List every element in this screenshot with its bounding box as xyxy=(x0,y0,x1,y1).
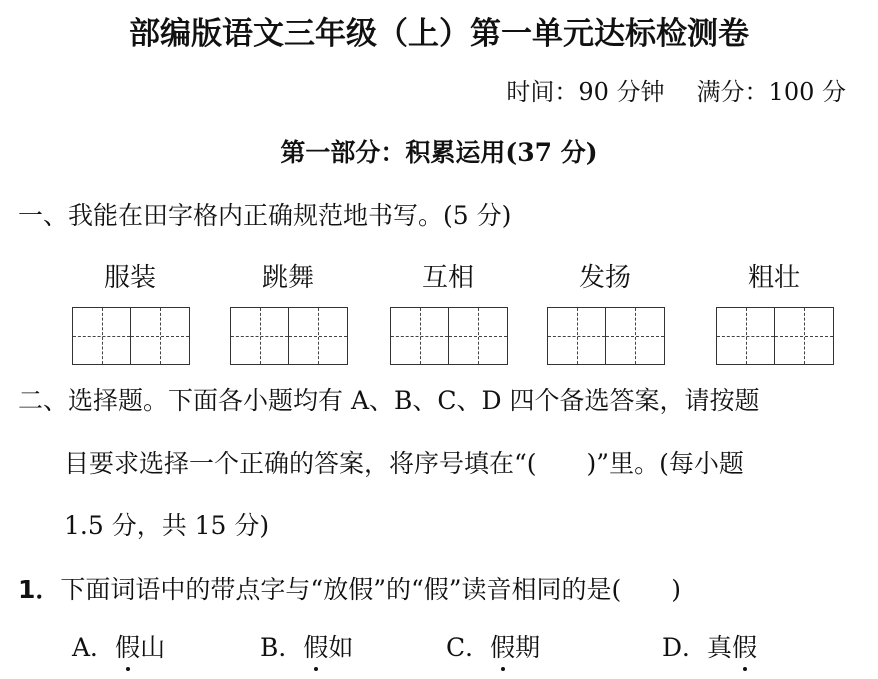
item-1 xyxy=(18,570,681,606)
option-letter: A． xyxy=(72,633,116,662)
option-letter: B． xyxy=(260,633,304,662)
option-d[interactable] xyxy=(662,628,757,664)
dotted-character: 假 xyxy=(732,628,757,664)
word-label: 粗壮 xyxy=(747,263,800,293)
tianzi-grid[interactable] xyxy=(230,307,348,365)
grid-cell[interactable] xyxy=(606,308,664,364)
grid-cell[interactable] xyxy=(449,308,507,364)
grid-cell[interactable] xyxy=(717,308,775,364)
grid-cell[interactable] xyxy=(131,308,189,364)
document-title: 部编版语文三年级（上）第一单元达标检测卷 xyxy=(129,16,749,52)
item-text: 下面词语中的带点字与“放假”的“假”读音相同的是( ) xyxy=(60,575,682,604)
grid-cell[interactable] xyxy=(391,308,449,364)
option-letter: D． xyxy=(662,633,708,662)
question-1-prompt: 一、我能在田字格内正确规范地书写。(5 分) xyxy=(18,201,512,230)
word-label: 互相 xyxy=(421,263,474,293)
word-label: 服装 xyxy=(103,263,156,293)
dotted-character: 假 xyxy=(115,628,140,664)
tianzi-grid[interactable] xyxy=(716,307,834,365)
grid-cell[interactable] xyxy=(548,308,606,364)
dotted-character: 假 xyxy=(303,628,328,664)
question-2-line-3: 1.5 分，共 15 分) xyxy=(64,511,270,540)
grid-cell[interactable] xyxy=(231,308,289,364)
grid-cell[interactable] xyxy=(775,308,833,364)
option-a[interactable] xyxy=(72,628,165,664)
option-b[interactable] xyxy=(260,628,353,664)
grid-cell[interactable] xyxy=(289,308,347,364)
option-rest: 如 xyxy=(328,633,354,662)
section-title: 第一部分：积累运用(37 分) xyxy=(280,138,598,167)
word-label: 发扬 xyxy=(578,263,631,293)
tianzi-grid[interactable] xyxy=(547,307,665,365)
option-rest: 真 xyxy=(707,633,733,662)
option-rest: 期 xyxy=(515,633,541,662)
item-number: 1． xyxy=(18,575,61,604)
tianzi-grid[interactable] xyxy=(72,307,190,365)
word-label: 跳舞 xyxy=(261,263,314,293)
exam-meta xyxy=(506,72,846,107)
option-letter: C． xyxy=(446,633,491,662)
option-rest: 山 xyxy=(140,633,166,662)
total-score: 满分：100 分 xyxy=(696,78,846,106)
option-c[interactable] xyxy=(446,628,540,664)
grid-cell[interactable] xyxy=(73,308,131,364)
question-2-line-2: 目要求选择一个正确的答案，将序号填在“( )”里。(每小题 xyxy=(64,449,744,478)
tianzi-grid[interactable] xyxy=(390,307,508,365)
dotted-character: 假 xyxy=(490,628,515,664)
time-limit: 时间：90 分钟 xyxy=(506,78,665,106)
question-2-line-1: 二、选择题。下面各小题均有 A、B、C、D 四个备选答案，请按题 xyxy=(18,386,760,415)
